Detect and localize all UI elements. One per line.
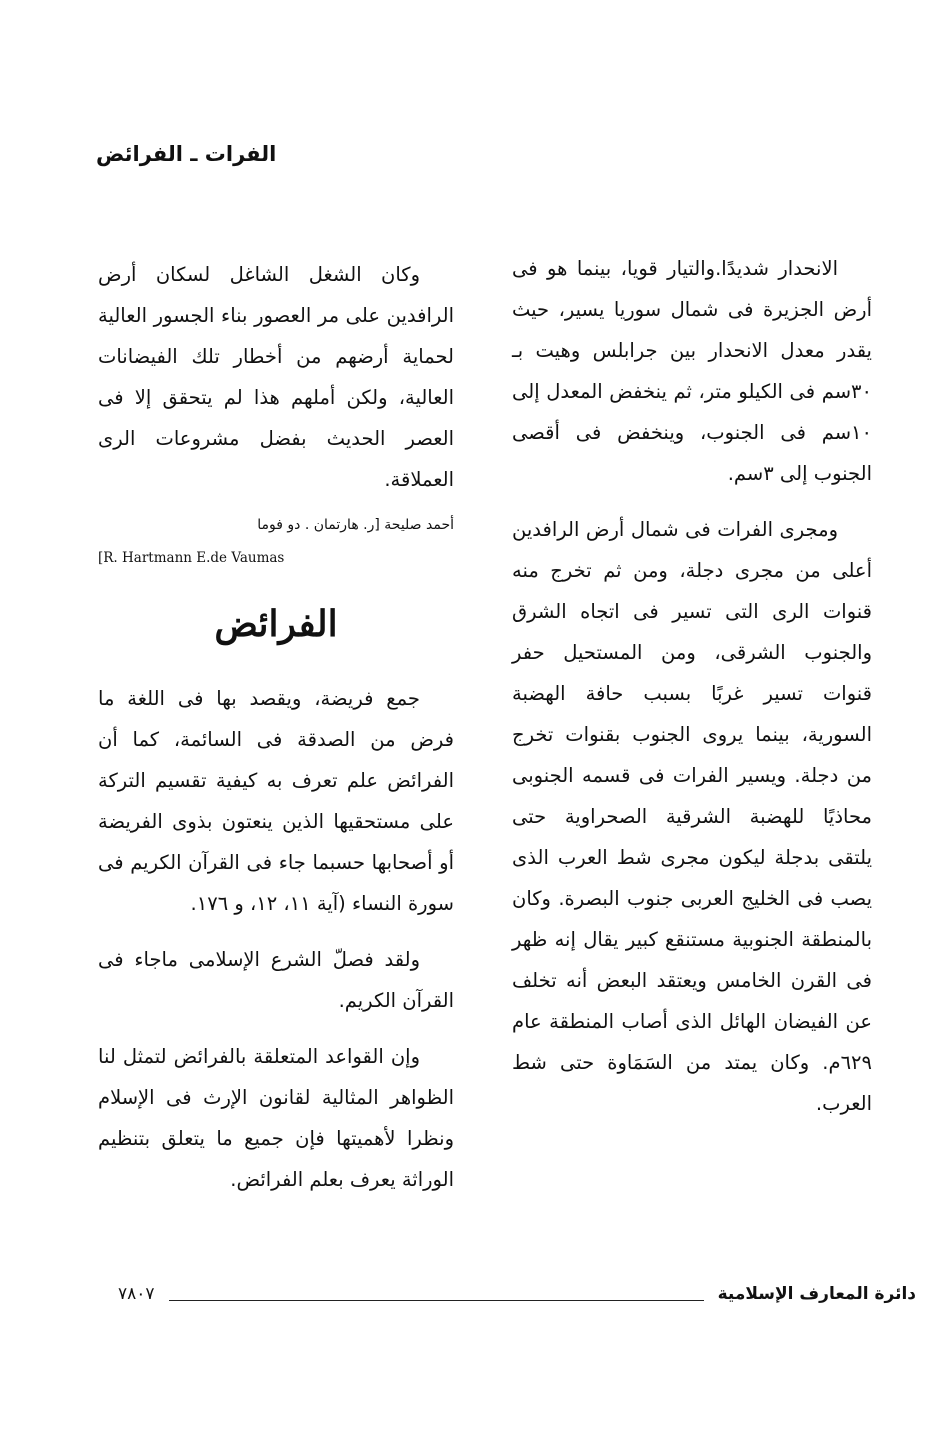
journal-name: دائرة المعارف الإسلامية <box>717 1284 916 1304</box>
page-number: ٧٨٠٧ <box>118 1284 155 1304</box>
right-column <box>512 248 872 1124</box>
author-signature-arabic: أحمد صليحة [ر. هارتمان . دو فوما <box>257 517 454 533</box>
left-paragraph-4: وإن القواعد المتعلقة بالفرائض لتمثل لنا الظواهر المثالية لقانون الإرث فى الإسلام ونظرا لأهميتها فإن جميع ما يتعلق بتنظيم الوراثة يعرف بعلم الفرائض. <box>98 1045 454 1191</box>
left-paragraph-1: وكان الشغل الشاغل لسكان أرض الرافدين على مر العصور بناء الجسور العالية لحماية أرضهم من أخطار تلك الفيضانات العالية، ولكن أملهم هذا لم يتحقق إلا فى العصر الحديث بفضل مشروعات الرى العملاقة. <box>98 263 454 491</box>
left-paragraph-2: جمع فريضة، ويقصد بها فى اللغة ما فرض من الصدقة فى السائمة، كما أن الفرائض علم تعرف به كيفية تقسيم التركة على مستحقيها الذين ينعتون بذوى الفريضة أو أصحابها حسبما جاء فى القرآن الكريم فى سورة النساء (آية ١١، ١٢، و ١٧٦. <box>98 687 454 915</box>
right-paragraph-1: الانحدار شديدًا.والتيار قويا، بينما هو فى أرض الجزيرة فى شمال سوريا يسير، حيث يقدر معدل الانحدار بين جرابلس وهيت بـ ٣٠سم فى الكيلو متر، ثم ينخفض المعدل إلى ١٠سم فى الجنوب، وينخفض فى أقصى الجنوب إلى ٣سم. <box>512 257 872 485</box>
left-column <box>98 254 454 1200</box>
left-paragraph-3: ولقد فصلّ الشرع الإسلامى ماجاء فى القرآن الكريم. <box>98 948 454 1012</box>
right-paragraph-2: ومجرى الفرات فى شمال أرض الرافدين أعلى من مجرى دجلة، ومن ثم تخرج منه قنوات الرى التى تسير فى اتجاه الشرق والجنوب الشرقى، ومن المستحيل حفر قنوات تسير غربًا بسبب حافة الهضبة السورية، بينما يروى الجنوب بقنوات تخرج من دجلة. ويسير الفرات فى قسمه الجنوبى محاذيًا للهضبة الشرقية الصحراوية حتى يلتقى بدجلة ليكون مجرى شط العرب الذى يصب فى الخليج العربى جنوب البصرة. وكان بالمنطقة الجنوبية مستنقع كبير يقال إنه ظهر فى القرن الخامس ويعتقد البعض أنه تخلف عن الفيضان الهائل الذى أصاب المنطقة عام ٦٢٩م. وكان يمتد من السَمَاوة حتى شط العرب. <box>512 518 872 1115</box>
running-header: الفرات ـ الفرائض <box>96 142 277 166</box>
page-footer <box>118 1284 916 1304</box>
section-title: الفرائض <box>214 603 338 645</box>
footer-rule <box>169 1300 704 1301</box>
author-signature-latin: [R. Hartmann E.de Vaumas <box>98 550 285 566</box>
